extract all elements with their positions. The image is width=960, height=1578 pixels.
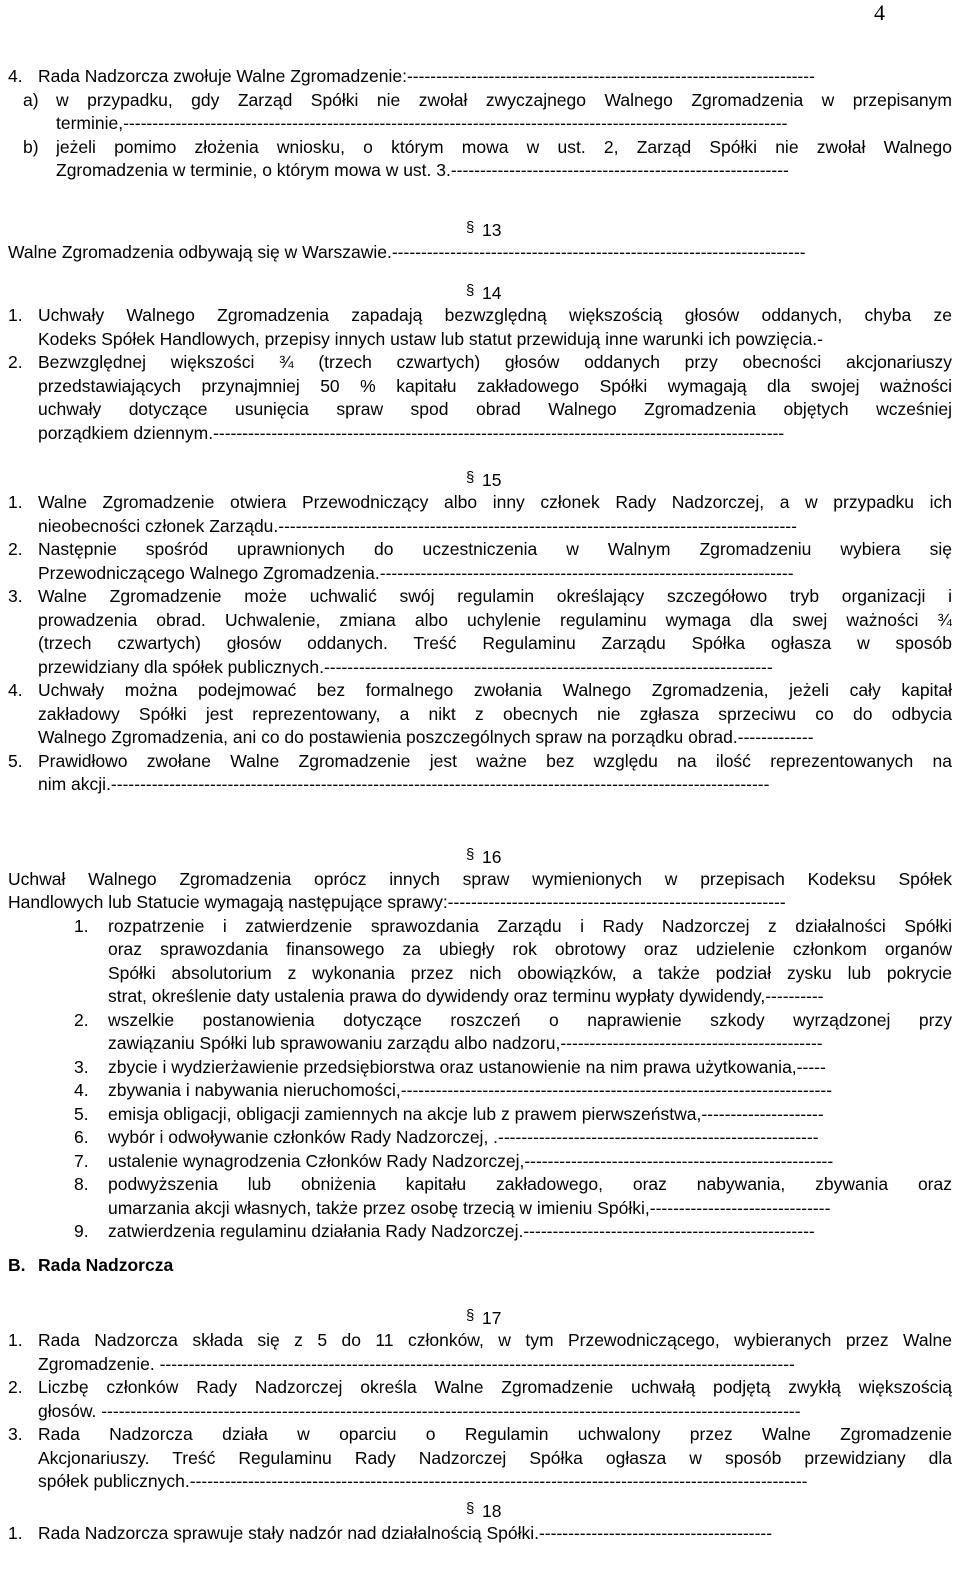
paragraph-number: 3.: [8, 586, 23, 606]
list-item: [8, 1056, 952, 1080]
text-line: Prawidłowo zwołane Walne Zgromadzenie jest ważne bez względu na ilość reprezentowanych na: [38, 750, 952, 771]
subitem-letter: a): [23, 89, 39, 110]
page-number: 4: [874, 0, 885, 25]
text-line: w przypadku, gdy Zarząd Spółki nie zwołał zwyczajnego Walnego Zgromadzenia w przepisanym: [56, 89, 952, 110]
section-number: 17: [482, 1308, 502, 1328]
list-number: 1.: [74, 915, 89, 936]
paragraph-17-1: [8, 1329, 952, 1376]
text-line: Kodeks Spółek Handlowych, przepisy innych ustaw lub statut przewidują inne warunki ich powzięcia.-: [38, 328, 823, 349]
section-number: 15: [482, 470, 502, 490]
section-sign: §: [466, 282, 475, 299]
list-number: 9.: [74, 1221, 89, 1241]
text-line: Zgromadzenie. -------------------------------------------------------------------------------------------------------------: [38, 1353, 795, 1374]
list-number: 3.: [74, 1056, 89, 1077]
section-number: 18: [482, 1500, 502, 1521]
text-line: zbywania i nabywania nieruchomości,--------------------------------------------------------------------------: [108, 1080, 833, 1100]
text-line: zatwierdzenia regulaminu działania Rady Nadzorczej.--------------------------------------------------: [108, 1221, 815, 1241]
section-heading-18: [8, 1494, 952, 1522]
text-line: wszelkie postanowienia dotyczące roszczeń o naprawienie szkody wyrządzonej przy: [108, 1009, 952, 1030]
paragraph-number: 1.: [8, 305, 23, 325]
paragraph-15-3: [8, 585, 952, 679]
section-heading-16: [8, 840, 952, 868]
subitem-a: [8, 89, 952, 136]
text-line: wybór i odwoływanie członków Rady Nadzorczej, .-------------------------------------------------------: [108, 1127, 819, 1147]
text-line: rozpatrzenie i zatwierdzenie sprawozdania Zarządu i Rady Nadzorczej z działalności Spółki: [108, 915, 952, 936]
paragraph-15-5: [8, 750, 952, 797]
text-line: Następnie spośród uprawnionych do uczestniczenia w Walnym Zgromadzeniu wybiera się: [38, 539, 952, 559]
paragraph-15-2: [8, 538, 952, 585]
paragraph-number: 4.: [8, 66, 23, 86]
text-line: umarzania akcji własnych, także przez osobę trzecią w imieniu Spółki,-------------------------------: [108, 1197, 831, 1218]
section-number: 13: [482, 219, 502, 240]
text-line: Handlowych lub Statucie wymagają następujące sprawy:----------------------------------------------------------: [8, 892, 786, 912]
text-line: zawiązaniu Spółki lub sprawowaniu zarządu albo nadzoru,---------------------------------------------: [108, 1033, 823, 1053]
text-line: Walne Zgromadzenie otwiera Przewodniczący albo inny członek Rady Nadzorczej, a w przypadku ich: [38, 492, 952, 512]
paragraph-14-1: [8, 304, 952, 351]
list-number: 5.: [74, 1103, 89, 1124]
paragraph-number: 1.: [8, 492, 23, 512]
paragraph-13: [8, 241, 952, 265]
text-line: Rada Nadzorcza sprawuje stały nadzór nad działalnością Spółki.----------------------------------------: [38, 1522, 773, 1543]
paragraph-17-3: [8, 1423, 952, 1494]
text-line: Uchwały Walnego Zgromadzenia zapadają bezwzględną większością głosów oddanych, chyba ze: [38, 305, 952, 325]
text-line: emisja obligacji, obligacji zamiennych na akcje lub z prawem pierwszeństwa,---------------------: [108, 1103, 824, 1124]
paragraph-number: 2.: [8, 352, 23, 372]
text-line: Spółki absolutorium z wykonania przez nich obowiązków, a także podział zysku lub pokrycie: [108, 962, 952, 983]
list-item: [8, 1103, 952, 1127]
text-line: Uchwał Walnego Zgromadzenia oprócz innych spraw wymienionych w przepisach Kodeksu Spółek: [8, 868, 952, 889]
text-line: jeżeli pomimo złożenia wniosku, o którym mowa w ust. 2, Zarząd Spółki nie zwołał Walnego: [56, 136, 952, 157]
part-title: Rada Nadzorcza: [38, 1254, 174, 1275]
section-heading-13: [8, 213, 952, 241]
list-number: 6.: [74, 1127, 89, 1147]
paragraph-number: 5.: [8, 750, 23, 771]
text-line: podwyższenia lub obniżenia kapitału zakładowego, oraz nabywania, zbywania oraz: [108, 1174, 952, 1194]
paragraph-number: 2.: [8, 539, 23, 559]
section-sign: §: [466, 1307, 475, 1324]
text-line: porządkiem dziennym.--------------------------------------------------------------------------------------------------: [38, 422, 785, 443]
text-line: ustalenie wynagrodzenia Członków Rady Nadzorczej,-----------------------------------------------------: [108, 1150, 834, 1171]
text-line: głosów. ------------------------------------------------------------------------------------------------------------------------: [38, 1400, 801, 1421]
section-heading-17: [8, 1301, 952, 1329]
text-line: prowadzenia obrad. Uchwalenie, zmiana albo uchylenie regulaminu wymaga dla swej ważności ¾: [38, 609, 952, 630]
list-item: [8, 1150, 952, 1174]
list-item: [8, 915, 952, 1009]
document-body: [8, 65, 952, 1545]
section-sign: §: [466, 845, 475, 863]
section-sign: §: [466, 218, 475, 236]
text-line: strat, określenie daty ustalenia prawa do dywidendy oraz terminu wypłaty dywidendy,----------: [108, 986, 824, 1006]
text-line: Rada Nadzorcza składa się z 5 do 11 członków, w tym Przewodniczącego, wybieranych przez Walne: [38, 1330, 952, 1350]
subitem-b: [8, 136, 952, 183]
text-line: Bezwzględnej większości ¾ (trzech czwartych) głosów oddanych przy obecności akcjonariuszy: [38, 352, 952, 372]
section-sign: §: [466, 1499, 475, 1517]
paragraph-number: 4.: [8, 680, 23, 700]
list-item: [8, 1126, 952, 1150]
text-line: spółek publicznych.----------------------------------------------------------------------------------------------------------: [38, 1471, 808, 1491]
section-sign: §: [466, 469, 475, 486]
part-letter: B.: [8, 1254, 26, 1275]
paragraph-14-2: [8, 351, 952, 445]
text-line: Rada Nadzorcza działa w oparciu o Regulamin uchwalony przez Walne Zgromadzenie: [38, 1424, 952, 1444]
text-line: Walne Zgromadzenia odbywają się w Warszawie.-----------------------------------------------------------------------: [8, 241, 806, 262]
text-line: oraz sprawozdania finansowego za ubiegły rok obrotowy oraz udzielenie członkom organów: [108, 939, 952, 959]
text-line: Walnego Zgromadzenia, ani co do postawienia poszczególnych spraw na porządku obrad.-------------: [38, 727, 814, 747]
text-line: Uchwały można podejmować bez formalnego zwołania Walnego Zgromadzenia, jeżeli cały kapitał: [38, 680, 952, 700]
section-number: 16: [482, 846, 502, 867]
list-number: 7.: [74, 1150, 89, 1171]
paragraph-number: 3.: [8, 1424, 23, 1444]
subitem-letter: b): [23, 136, 39, 157]
paragraph-15-1: [8, 491, 952, 538]
paragraph-number: 1.: [8, 1330, 23, 1350]
text-line: Liczbę członków Rady Nadzorczej określa Walne Zgromadzenie uchwałą podjętą zwykłą większością: [38, 1377, 952, 1397]
list-item: [8, 1009, 952, 1056]
paragraph-15-4: [8, 679, 952, 750]
list-number: 8.: [74, 1174, 89, 1194]
paragraph-16-intro: [8, 868, 952, 915]
text-line: przedstawiających przynajmniej 50 % kapitału zakładowego Spółki wymagają dla swojej ważności: [38, 375, 952, 396]
text-line: (trzech czwartych) głosów oddanych. Treść Regulaminu Zarządu Spółka ogłasza w sposób: [38, 633, 952, 653]
text-line: nieobecności członek Zarządu.-----------------------------------------------------------------------------------------: [38, 515, 797, 536]
section-heading-15: [8, 463, 952, 491]
list-number: 4.: [74, 1080, 89, 1100]
list-item: [8, 1079, 952, 1103]
section-number: 14: [482, 283, 502, 303]
text-line: Akcjonariuszy. Treść Regulaminu Rady Nadzorczej Spółka ogłasza w sposób przewidziany dla: [38, 1447, 952, 1468]
text-line: Walne Zgromadzenie może uchwalić swój regulamin określający szczegółowo tryb organizacji i: [38, 586, 952, 606]
text-line: uchwały dotyczące usunięcia spraw spod obrad Walnego Zgromadzenia objętych wcześniej: [38, 399, 952, 419]
text-line: nim akcji.-----------------------------------------------------------------------------------------------------------------: [38, 774, 770, 794]
text-line: Rada Nadzorcza zwołuje Walne Zgromadzenie:----------------------------------------------------------------------: [38, 66, 815, 86]
list-number: 2.: [74, 1009, 89, 1030]
text-line: terminie,------------------------------------------------------------------------------------------------------------------: [56, 113, 788, 133]
text-line: przewidziany dla spółek publicznych.-----------------------------------------------------------------------------: [38, 656, 773, 677]
list-item: [8, 1173, 952, 1220]
paragraph-17-2: [8, 1376, 952, 1423]
paragraph-12-4: [8, 65, 952, 89]
paragraph-number: 1.: [8, 1522, 23, 1543]
text-line: Przewodniczącego Walnego Zgromadzenia.-----------------------------------------------------------------------: [38, 562, 794, 583]
part-heading-b: [8, 1254, 952, 1278]
text-line: zbycie i wydzierżawienie przedsiębiorstwa oraz ustanowienie na nim prawa użytkowania,-----: [108, 1056, 826, 1077]
section-heading-14: [8, 276, 952, 304]
text-line: Zgromadzenia w terminie, o którym mowa w ust. 3.----------------------------------------------------------: [56, 160, 789, 180]
paragraph-18-1: [8, 1522, 952, 1546]
text-line: zakładowy Spółki jest reprezentowany, a nikt z obecnych nie zgłasza sprzeciwu co do odbycia: [38, 703, 952, 724]
list-item: [8, 1220, 952, 1244]
paragraph-number: 2.: [8, 1377, 23, 1397]
